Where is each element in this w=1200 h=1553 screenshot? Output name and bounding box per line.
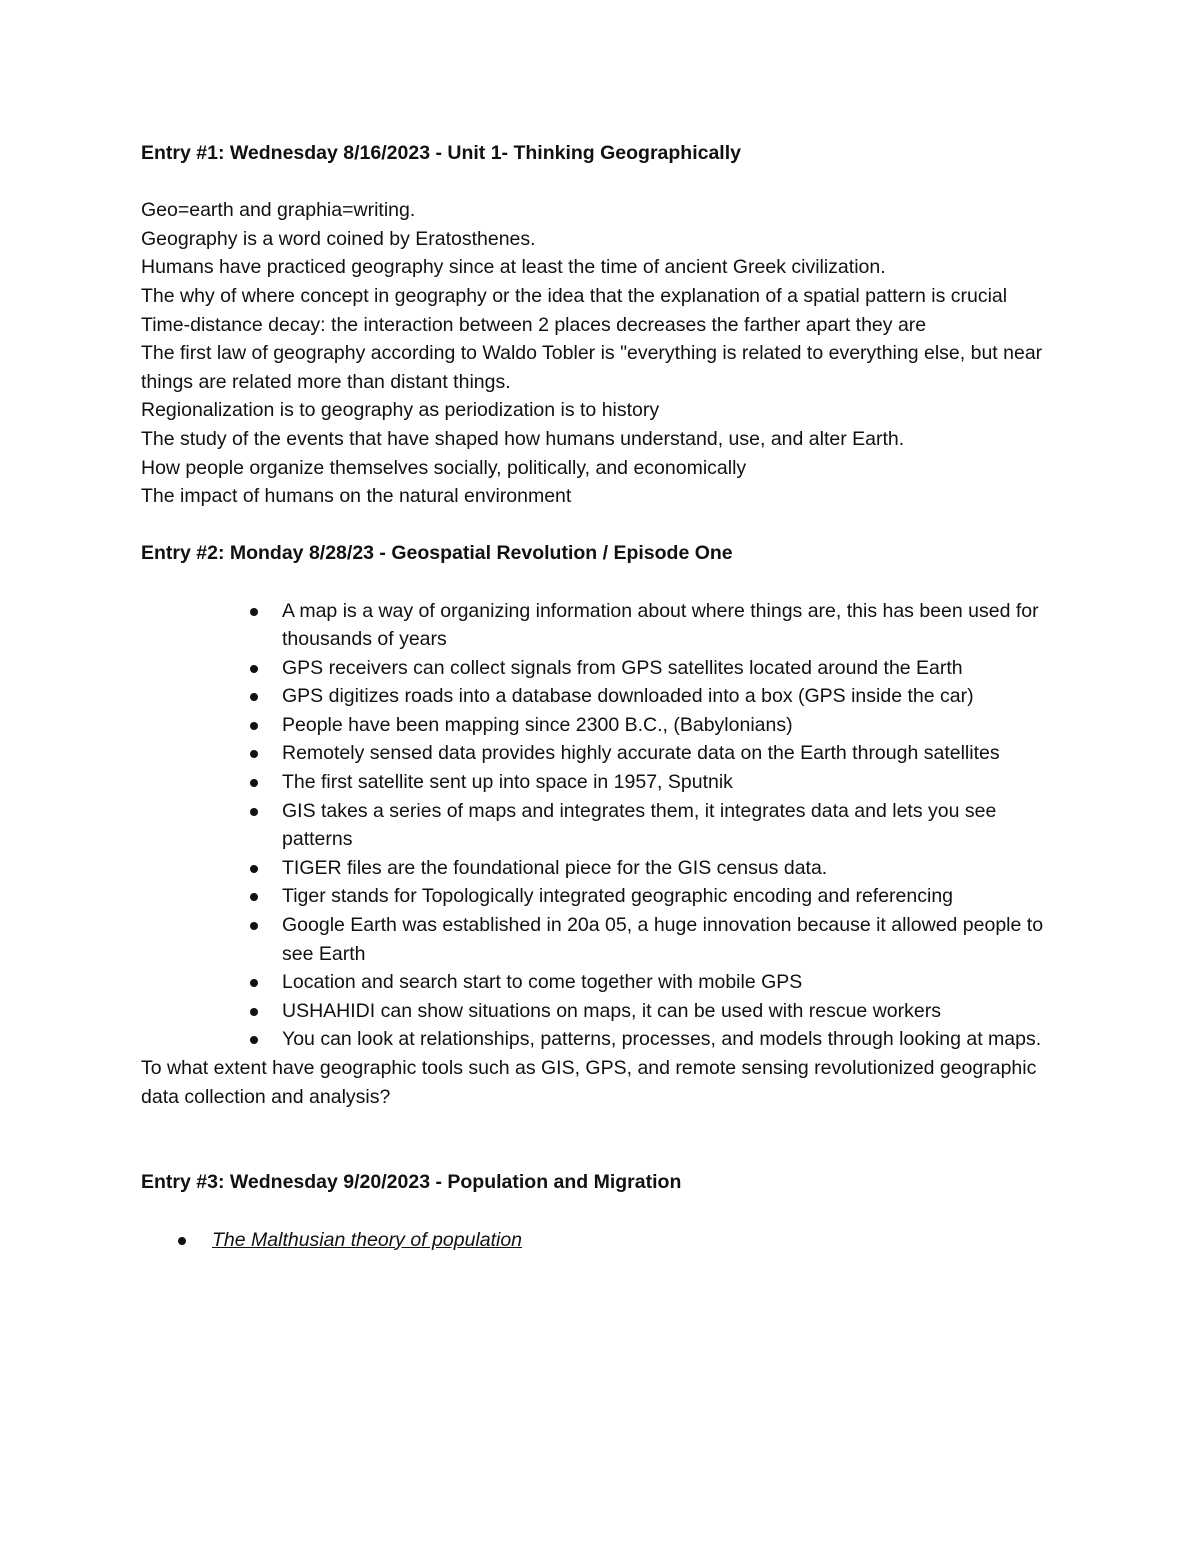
list-item-text: USHAHIDI can show situations on maps, it can be used with rescue workers [282,999,941,1022]
bullet-dot-icon [250,665,258,673]
bullet-dot-icon [250,1036,258,1044]
list-item-text: GIS takes a series of maps and integrates them, it integrates data and lets you see patterns [282,799,997,851]
list-item [141,882,1071,911]
list-item-text: You can look at relationships, patterns, processes, and models through looking at maps. [282,1028,1042,1051]
bullet-dot-icon [250,779,258,787]
spacer [141,1197,1071,1226]
entry-1-line: The why of where concept in geography or the idea that the explanation of a spatial pattern is crucial [141,284,1008,307]
entry-2-heading: Entry #2: Monday 8/28/23 - Geospatial Revolution / Episode One [141,542,733,565]
entry-3-bullet-list [141,1226,1071,1255]
entry-1-line: The impact of humans on the natural environment [141,485,572,508]
list-item [141,1025,1071,1054]
entry-1-line: How people organize themselves socially, politically, and economically [141,456,747,479]
spacer [141,511,1071,540]
list-item-text: GPS receivers can collect signals from GPS satellites located around the Earth [282,656,963,679]
bullet-dot-icon [250,922,258,930]
entry-1-line: Regionalization is to geography as periodization is to history [141,399,660,422]
bullet-dot-icon [178,1237,186,1245]
list-item [141,1226,1071,1255]
entry-1-line: Geo=earth and graphia=writing. [141,199,416,222]
list-item-text: TIGER files are the foundational piece for the GIS census data. [282,856,828,879]
entry-2-bullet-list [141,597,1071,1055]
bullet-dot-icon [250,865,258,873]
bullet-dot-icon [250,979,258,987]
entry-1-line: Geography is a word coined by Eratosthenes. [141,227,536,250]
entry-1-line: Humans have practiced geography since at least the time of ancient Greek civilization. [141,256,886,279]
list-item [141,597,1071,654]
list-item-text: Remotely sensed data provides highly accurate data on the Earth through satellites [282,742,1000,765]
bullet-dot-icon [250,1008,258,1016]
malthusian-theory-link[interactable]: The Malthusian theory of population [212,1228,523,1251]
entry-1-line: Time-distance decay: the interaction between 2 places decreases the farther apart they are [141,313,927,336]
list-item [141,968,1071,997]
document-content [141,139,1071,1254]
entry-2-question: To what extent have geographic tools such as GIS, GPS, and remote sensing revolutionized geographic data collection and analysis? [141,1057,1037,1108]
spacer [141,168,1071,197]
list-item-text: GPS digitizes roads into a database downloaded into a box (GPS inside the car) [282,685,974,708]
list-item [141,854,1071,883]
entry-3-heading: Entry #3: Wednesday 9/20/2023 - Population and Migration [141,1171,682,1194]
list-item [141,797,1071,854]
spacer [141,568,1071,597]
list-item [141,682,1071,711]
list-item-text: Tiger stands for Topologically integrated geographic encoding and referencing [282,885,954,908]
list-item [141,768,1071,797]
spacer [141,1111,1071,1168]
entry-1-line: The first law of geography according to Waldo Tobler is "everything is related to everything else, but near things are related more than distant things. [141,342,1043,393]
bullet-dot-icon [250,893,258,901]
entry-1-line: The study of the events that have shaped how humans understand, use, and alter Earth. [141,427,905,450]
bullet-dot-icon [250,750,258,758]
bullet-dot-icon [250,808,258,816]
list-item-text: A map is a way of organizing information about where things are, this has been used for thousands of years [282,599,1039,651]
list-item-text: The first satellite sent up into space in 1957, Sputnik [282,771,733,794]
list-item-text: Google Earth was established in 20a 05, a huge innovation because it allowed people to see Earth [282,914,1044,965]
list-item-text: People have been mapping since 2300 B.C., (Babylonians) [282,713,793,736]
list-item-text: Location and search start to come together with mobile GPS [282,971,803,994]
list-item [141,711,1071,740]
list-item [141,739,1071,768]
list-item [141,911,1071,968]
bullet-dot-icon [250,608,258,616]
list-item [141,997,1071,1026]
bullet-dot-icon [250,722,258,730]
entry-1-heading: Entry #1: Wednesday 8/16/2023 - Unit 1- Thinking Geographically [141,142,741,164]
bullet-dot-icon [250,693,258,701]
list-item [141,654,1071,683]
